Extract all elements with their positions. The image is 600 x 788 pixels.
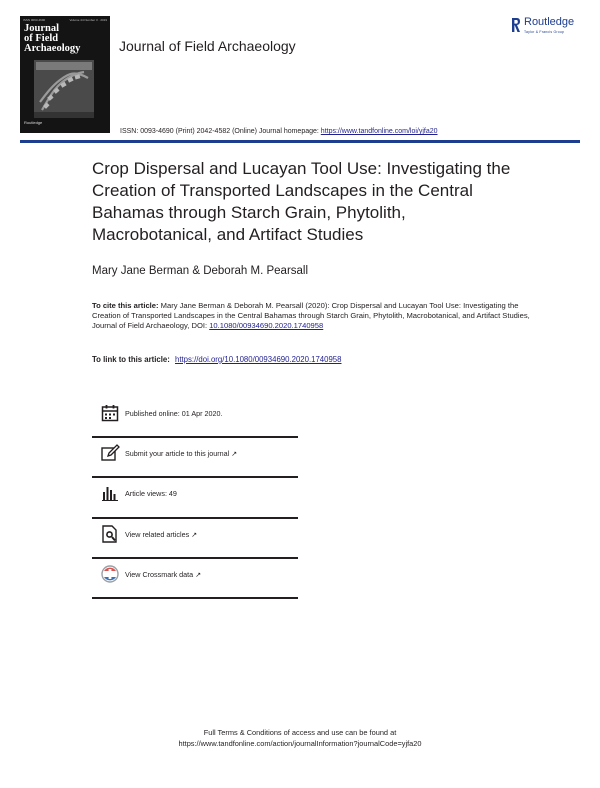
calendar-icon (100, 403, 120, 423)
citation-block (92, 301, 532, 332)
submit-article-link[interactable] (125, 449, 237, 458)
article-link-line (92, 355, 341, 364)
header-divider (20, 140, 580, 143)
cover-title (24, 24, 106, 54)
related-row[interactable] (98, 524, 298, 548)
submit-row[interactable] (98, 443, 298, 467)
cover-publisher: Routledge (24, 120, 43, 125)
crossmark-link[interactable] (125, 570, 201, 579)
footer (0, 727, 600, 749)
row-divider (92, 517, 298, 519)
external-link-icon: ↗ (231, 449, 238, 458)
edit-icon (100, 443, 120, 463)
citation-doi-link[interactable]: 10.1080/00934690.2020.1740958 (209, 321, 324, 331)
logo-name: Routledge (524, 16, 575, 28)
submit-label: Submit your article to this journal (125, 449, 230, 458)
external-link-icon: ↗ (195, 570, 202, 579)
published-row (98, 403, 298, 427)
journal-homepage-link[interactable]: https://www.tandfonline.com/loi/yjfa20 (320, 128, 438, 135)
issn-text: ISSN: 0093-4690 (Print) 2042-4582 (Online) Journal homepage: (120, 128, 321, 135)
journal-title: Journal of Field Archaeology (119, 38, 296, 54)
row-divider (92, 476, 298, 478)
cover-volume: Volume 44 Number 3 · 2019 (69, 18, 107, 22)
cover-issn: ISSN 0093-4690 (23, 18, 46, 22)
crossmark-label: View Crossmark data (125, 570, 194, 579)
related-label: View related articles (125, 530, 190, 539)
footer-terms: Full Terms & Conditions of access and use can be found at (203, 728, 397, 737)
citation-label: To cite this article: (92, 301, 159, 310)
journal-cover-image (20, 16, 110, 133)
row-divider (92, 557, 298, 559)
footer-terms-link[interactable]: https://www.tandfonline.com/action/journalInformation?journalCode=yjfa20 (178, 739, 422, 748)
link-label: To link to this article: (92, 355, 172, 364)
cover-photo (34, 60, 94, 118)
crossmark-row[interactable] (98, 564, 298, 588)
published-date: Published online: 01 Apr 2020. (125, 409, 223, 418)
article-authors: Mary Jane Berman & Deborah M. Pearsall (92, 265, 309, 277)
logo-subtitle: Taylor & Francis Group (524, 30, 565, 34)
article-views: Article views: 49 (125, 489, 177, 498)
row-divider (92, 597, 298, 599)
cover-title-line: of Field (24, 33, 59, 44)
bar-chart-icon (100, 483, 120, 503)
citation-text: Mary Jane Berman & Deborah M. Pearsall (2020): Crop Dispersal and Lucayan Tool Use: Investigating the Creation of Transported Landscapes in the Central Bahamas through Starch Grain, Phytolith, Macrobotanical, and Artifact Studies, Journal of Field Archaeology, DOI: (92, 301, 530, 331)
issn-line (120, 128, 438, 135)
crossmark-icon (100, 564, 120, 584)
related-articles-icon (100, 524, 120, 544)
cover-top-line (23, 18, 107, 22)
views-row (98, 483, 298, 507)
external-link-icon: ↗ (191, 530, 198, 539)
row-divider (92, 436, 298, 438)
cover-title-line: Journal (24, 23, 60, 34)
cover-title-line: Archaeology (24, 43, 81, 54)
related-articles-link[interactable] (125, 530, 197, 539)
article-title: Crop Dispersal and Lucayan Tool Use: Investigating the Creation of Transported Landscapes in the Central Bahamas through Starch Grain, Phytolith, Macrobotanical, and Artifact Studies (92, 159, 511, 244)
routledge-r-icon (511, 17, 521, 33)
article-doi-url[interactable]: https://doi.org/10.1080/00934690.2020.1740958 (175, 355, 342, 364)
